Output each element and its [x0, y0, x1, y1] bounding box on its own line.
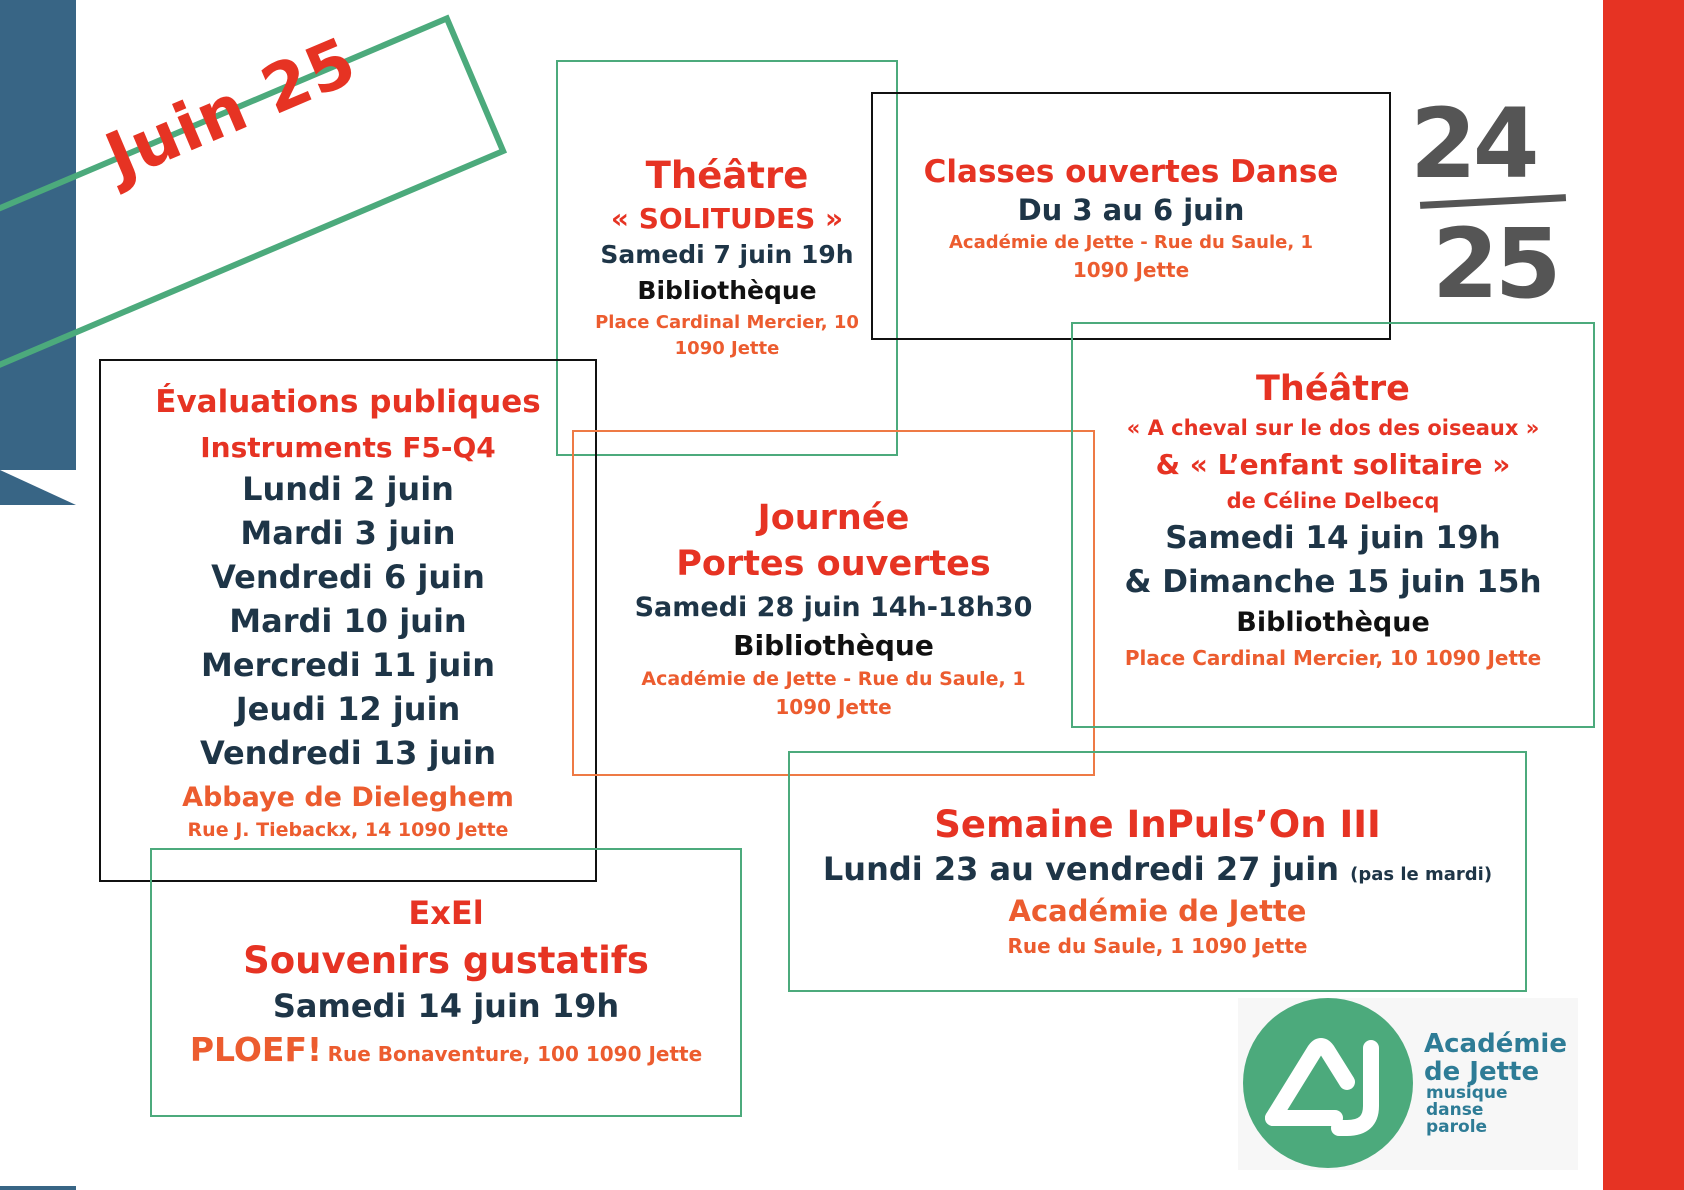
- season-year-bottom: 25: [1432, 208, 1558, 320]
- event-date: Samedi 14 juin 19h: [272, 987, 620, 1025]
- season-year-top: 24: [1410, 88, 1536, 200]
- event-card-cheval: [1071, 322, 1595, 728]
- aj-logo-icon: [1243, 998, 1413, 1168]
- logo-tagline-line3: parole: [1426, 1117, 1488, 1137]
- event-card-inpulson: [788, 751, 1527, 992]
- event-title-line2: & « L’enfant solitaire »: [1155, 448, 1511, 481]
- event-date: Samedi 7 juin 19h: [600, 240, 854, 269]
- logo-name-line1: Académie: [1424, 1029, 1567, 1059]
- logo-tagline: [1426, 1085, 1508, 1136]
- event-label: ExEl: [408, 894, 484, 932]
- event-venue: Bibliothèque: [733, 629, 934, 662]
- event-date-item: Mardi 10 juin: [229, 602, 467, 640]
- event-address: Rue du Saule, 1 1090 Jette: [1007, 934, 1308, 958]
- event-date-item: Vendredi 6 juin: [211, 558, 485, 596]
- event-venue-row: [152, 1030, 740, 1069]
- event-card-portes-ouvertes: [572, 430, 1095, 776]
- event-venue: Abbaye de Dieleghem: [182, 782, 514, 813]
- event-address-line2: 1090 Jette: [775, 695, 892, 719]
- event-card-evaluations: [99, 359, 597, 882]
- event-title-line1: Journée: [757, 498, 910, 538]
- event-date: Lundi 23 au vendredi 27 juin: [822, 850, 1339, 888]
- logo-name-line2: de Jette: [1424, 1057, 1540, 1087]
- event-venue: Bibliothèque: [637, 276, 817, 305]
- event-title: « SOLITUDES »: [610, 202, 844, 235]
- logo-tagline-line1: musique: [1426, 1083, 1508, 1103]
- event-date-item: Mardi 3 juin: [240, 514, 456, 552]
- right-red-band: [1603, 0, 1684, 1190]
- event-address-line1: Académie de Jette - Rue du Saule, 1: [949, 232, 1313, 253]
- event-author: de Céline Delbecq: [1226, 489, 1440, 513]
- event-title: Souvenirs gustatifs: [243, 939, 649, 982]
- event-date-item: Mercredi 11 juin: [201, 646, 495, 684]
- event-address-line2: 1090 Jette: [1072, 258, 1190, 282]
- event-venue: Académie de Jette: [1008, 894, 1307, 928]
- event-address-line1: Place Cardinal Mercier, 10: [595, 312, 859, 333]
- logo-tagline-line2: danse: [1426, 1100, 1484, 1120]
- event-card-classes-ouvertes: [871, 92, 1391, 340]
- event-address: Rue J. Tiebackx, 14 1090 Jette: [187, 819, 509, 841]
- event-subtitle: Instruments F5-Q4: [200, 431, 496, 464]
- event-date-line1: Samedi 14 juin 19h: [1165, 520, 1501, 556]
- event-card-solitudes: [556, 60, 898, 456]
- event-date: Samedi 28 juin 14h-18h30: [634, 592, 1033, 623]
- left-blue-band-cut: [0, 470, 76, 505]
- event-date-note: (pas le mardi): [1350, 864, 1493, 885]
- event-address-line1: Académie de Jette - Rue du Saule, 1: [641, 668, 1026, 690]
- event-title: Évaluations publiques: [155, 384, 541, 420]
- event-date-item: Jeudi 12 juin: [235, 690, 461, 728]
- event-title: Semaine InPuls’On III: [934, 803, 1381, 846]
- event-title-line1: « A cheval sur le dos des oiseaux »: [1126, 416, 1540, 440]
- event-venue: Bibliothèque: [1236, 607, 1430, 638]
- logo-name: [1424, 1030, 1567, 1086]
- left-blue-band-bottom: [0, 1186, 76, 1190]
- event-date-line2: & Dimanche 15 juin 15h: [1124, 564, 1542, 600]
- event-category: Théâtre: [1256, 369, 1410, 409]
- event-date: Du 3 au 6 juin: [1017, 193, 1245, 227]
- event-date-item: Vendredi 13 juin: [199, 734, 497, 772]
- event-address: Rue Bonaventure, 100 1090 Jette: [327, 1042, 703, 1066]
- event-date-row: [790, 850, 1525, 888]
- event-date-item: Lundi 2 juin: [242, 470, 454, 508]
- month-title: Juin 25: [95, 22, 368, 196]
- event-title-line2: Portes ouvertes: [676, 544, 991, 584]
- event-title: Classes ouvertes Danse: [923, 154, 1339, 190]
- event-address: Place Cardinal Mercier, 10 1090 Jette: [1124, 646, 1542, 670]
- event-address-line2: 1090 Jette: [674, 338, 780, 359]
- event-venue: PLOEF!: [189, 1030, 323, 1069]
- event-card-exel: [150, 848, 742, 1117]
- event-category: Théâtre: [645, 154, 809, 197]
